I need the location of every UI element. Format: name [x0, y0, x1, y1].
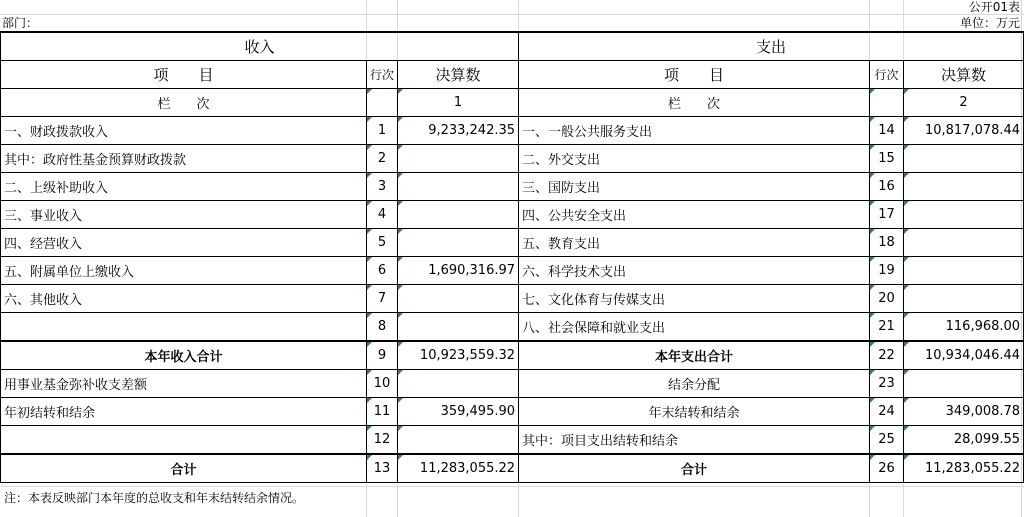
- table-row: [1, 145, 1024, 173]
- row-number: 14: [870, 117, 904, 145]
- income-amount: [398, 370, 519, 398]
- expense-item: 二、外交支出: [519, 145, 870, 173]
- income-item: 四、经营收入: [1, 229, 367, 257]
- expense-amount: 10,934,046.44: [904, 341, 1024, 370]
- form-number: 公开01表: [968, 0, 1020, 14]
- table-row: [1, 173, 1024, 201]
- row-number: 9: [367, 341, 398, 370]
- income-item: 六、其他收入: [1, 285, 367, 313]
- footnote: 注：本表反映部门本年度的总收支和年末结转结余情况。: [4, 491, 305, 505]
- expense-amount: [904, 370, 1024, 398]
- row-number: 13: [367, 454, 398, 483]
- income-amount: [398, 313, 519, 342]
- expense-amount: 116,968.00: [904, 313, 1024, 342]
- table-row: [1, 398, 1024, 426]
- row-number: 10: [367, 370, 398, 398]
- column-label-left: 栏 次: [1, 89, 367, 117]
- income-amount: [398, 173, 519, 201]
- row-number: 21: [870, 313, 904, 342]
- expense-amount: [904, 201, 1024, 229]
- expense-item: 五、教育支出: [519, 229, 870, 257]
- expense-item: 结余分配: [519, 370, 870, 398]
- income-amount: [398, 229, 519, 257]
- row-no-heading-left: 行次: [367, 61, 398, 89]
- row-number: 18: [870, 229, 904, 257]
- column-number-1: 1: [398, 89, 519, 117]
- row-number: 22: [870, 341, 904, 370]
- total-row: [1, 454, 1024, 483]
- expense-amount: [904, 173, 1024, 201]
- income-amount: [398, 285, 519, 313]
- row-number: 2: [367, 145, 398, 173]
- income-amount: [398, 145, 519, 173]
- item-heading-right: 项 目: [519, 61, 870, 89]
- income-amount: 1,690,316.97: [398, 257, 519, 285]
- table-row: [1, 426, 1024, 455]
- blank-cell: [367, 89, 398, 117]
- table-row: [1, 370, 1024, 398]
- row-number: 19: [870, 257, 904, 285]
- income-amount: 9,233,242.35: [398, 117, 519, 145]
- row-number: 4: [367, 201, 398, 229]
- amount-heading-left: 决算数: [398, 61, 519, 89]
- income-amount: 10,923,559.32: [398, 341, 519, 370]
- expense-amount: [904, 285, 1024, 313]
- row-number: 6: [367, 257, 398, 285]
- blank-cell: [870, 89, 904, 117]
- expense-item: 本年支出合计: [519, 341, 870, 370]
- budget-table: [0, 31, 1024, 483]
- row-number: 25: [870, 426, 904, 455]
- table-row: [1, 117, 1024, 145]
- expense-item: 合计: [519, 454, 870, 483]
- item-heading-left: 项 目: [1, 61, 367, 89]
- row-number: 16: [870, 173, 904, 201]
- expense-amount: 28,099.55: [904, 426, 1024, 455]
- income-amount: 11,283,055.22: [398, 454, 519, 483]
- table-row: [1, 313, 1024, 342]
- unit-label: 单位：万元: [959, 16, 1020, 30]
- row-number: 20: [870, 285, 904, 313]
- expense-item: 四、公共安全支出: [519, 201, 870, 229]
- table-row: [1, 201, 1024, 229]
- column-number-2: 2: [904, 89, 1024, 117]
- table-row: [1, 229, 1024, 257]
- income-item: 三、事业收入: [1, 201, 367, 229]
- row-number: 24: [870, 398, 904, 426]
- expense-item: 三、国防支出: [519, 173, 870, 201]
- income-item: 其中：政府性基金预算财政拨款: [1, 145, 367, 173]
- row-number: 3: [367, 173, 398, 201]
- table-row: [1, 257, 1024, 285]
- row-number: 17: [870, 201, 904, 229]
- expense-item: 六、科学技术支出: [519, 257, 870, 285]
- income-amount: [398, 426, 519, 455]
- expense-amount: [904, 145, 1024, 173]
- department-label: 部门：: [2, 16, 39, 30]
- income-item: 用事业基金弥补收支差额: [1, 370, 367, 398]
- row-number: 8: [367, 313, 398, 342]
- row-no-heading-right: 行次: [870, 61, 904, 89]
- row-number: 11: [367, 398, 398, 426]
- expense-amount: [904, 257, 1024, 285]
- income-item: 合计: [1, 454, 367, 483]
- expense-item: 一、一般公共服务支出: [519, 117, 870, 145]
- row-number: 23: [870, 370, 904, 398]
- income-item: [1, 426, 367, 455]
- row-number: 12: [367, 426, 398, 455]
- expense-amount: 10,817,078.44: [904, 117, 1024, 145]
- expense-item: 其中：项目支出结转和结余: [519, 426, 870, 455]
- subtotal-row: [1, 341, 1024, 370]
- income-amount: [398, 201, 519, 229]
- income-amount: 359,495.90: [398, 398, 519, 426]
- row-number: 1: [367, 117, 398, 145]
- row-number: 5: [367, 229, 398, 257]
- income-item: 二、上级补助收入: [1, 173, 367, 201]
- income-item: [1, 313, 367, 342]
- amount-heading-right: 决算数: [904, 61, 1024, 89]
- expense-item: 年末结转和结余: [519, 398, 870, 426]
- expense-amount: 349,008.78: [904, 398, 1024, 426]
- expense-item: 八、社会保障和就业支出: [519, 313, 870, 342]
- row-number: 7: [367, 285, 398, 313]
- income-item: 年初结转和结余: [1, 398, 367, 426]
- expense-amount: 11,283,055.22: [904, 454, 1024, 483]
- column-label-right: 栏 次: [519, 89, 870, 117]
- expense-heading: 支出: [519, 32, 1024, 61]
- expense-item: 七、文化体育与传媒支出: [519, 285, 870, 313]
- income-item: 一、财政拨款收入: [1, 117, 367, 145]
- income-item: 本年收入合计: [1, 341, 367, 370]
- expense-amount: [904, 229, 1024, 257]
- income-heading: 收入: [1, 32, 519, 61]
- income-item: 五、附属单位上缴收入: [1, 257, 367, 285]
- row-number: 15: [870, 145, 904, 173]
- table-row: [1, 285, 1024, 313]
- row-number: 26: [870, 454, 904, 483]
